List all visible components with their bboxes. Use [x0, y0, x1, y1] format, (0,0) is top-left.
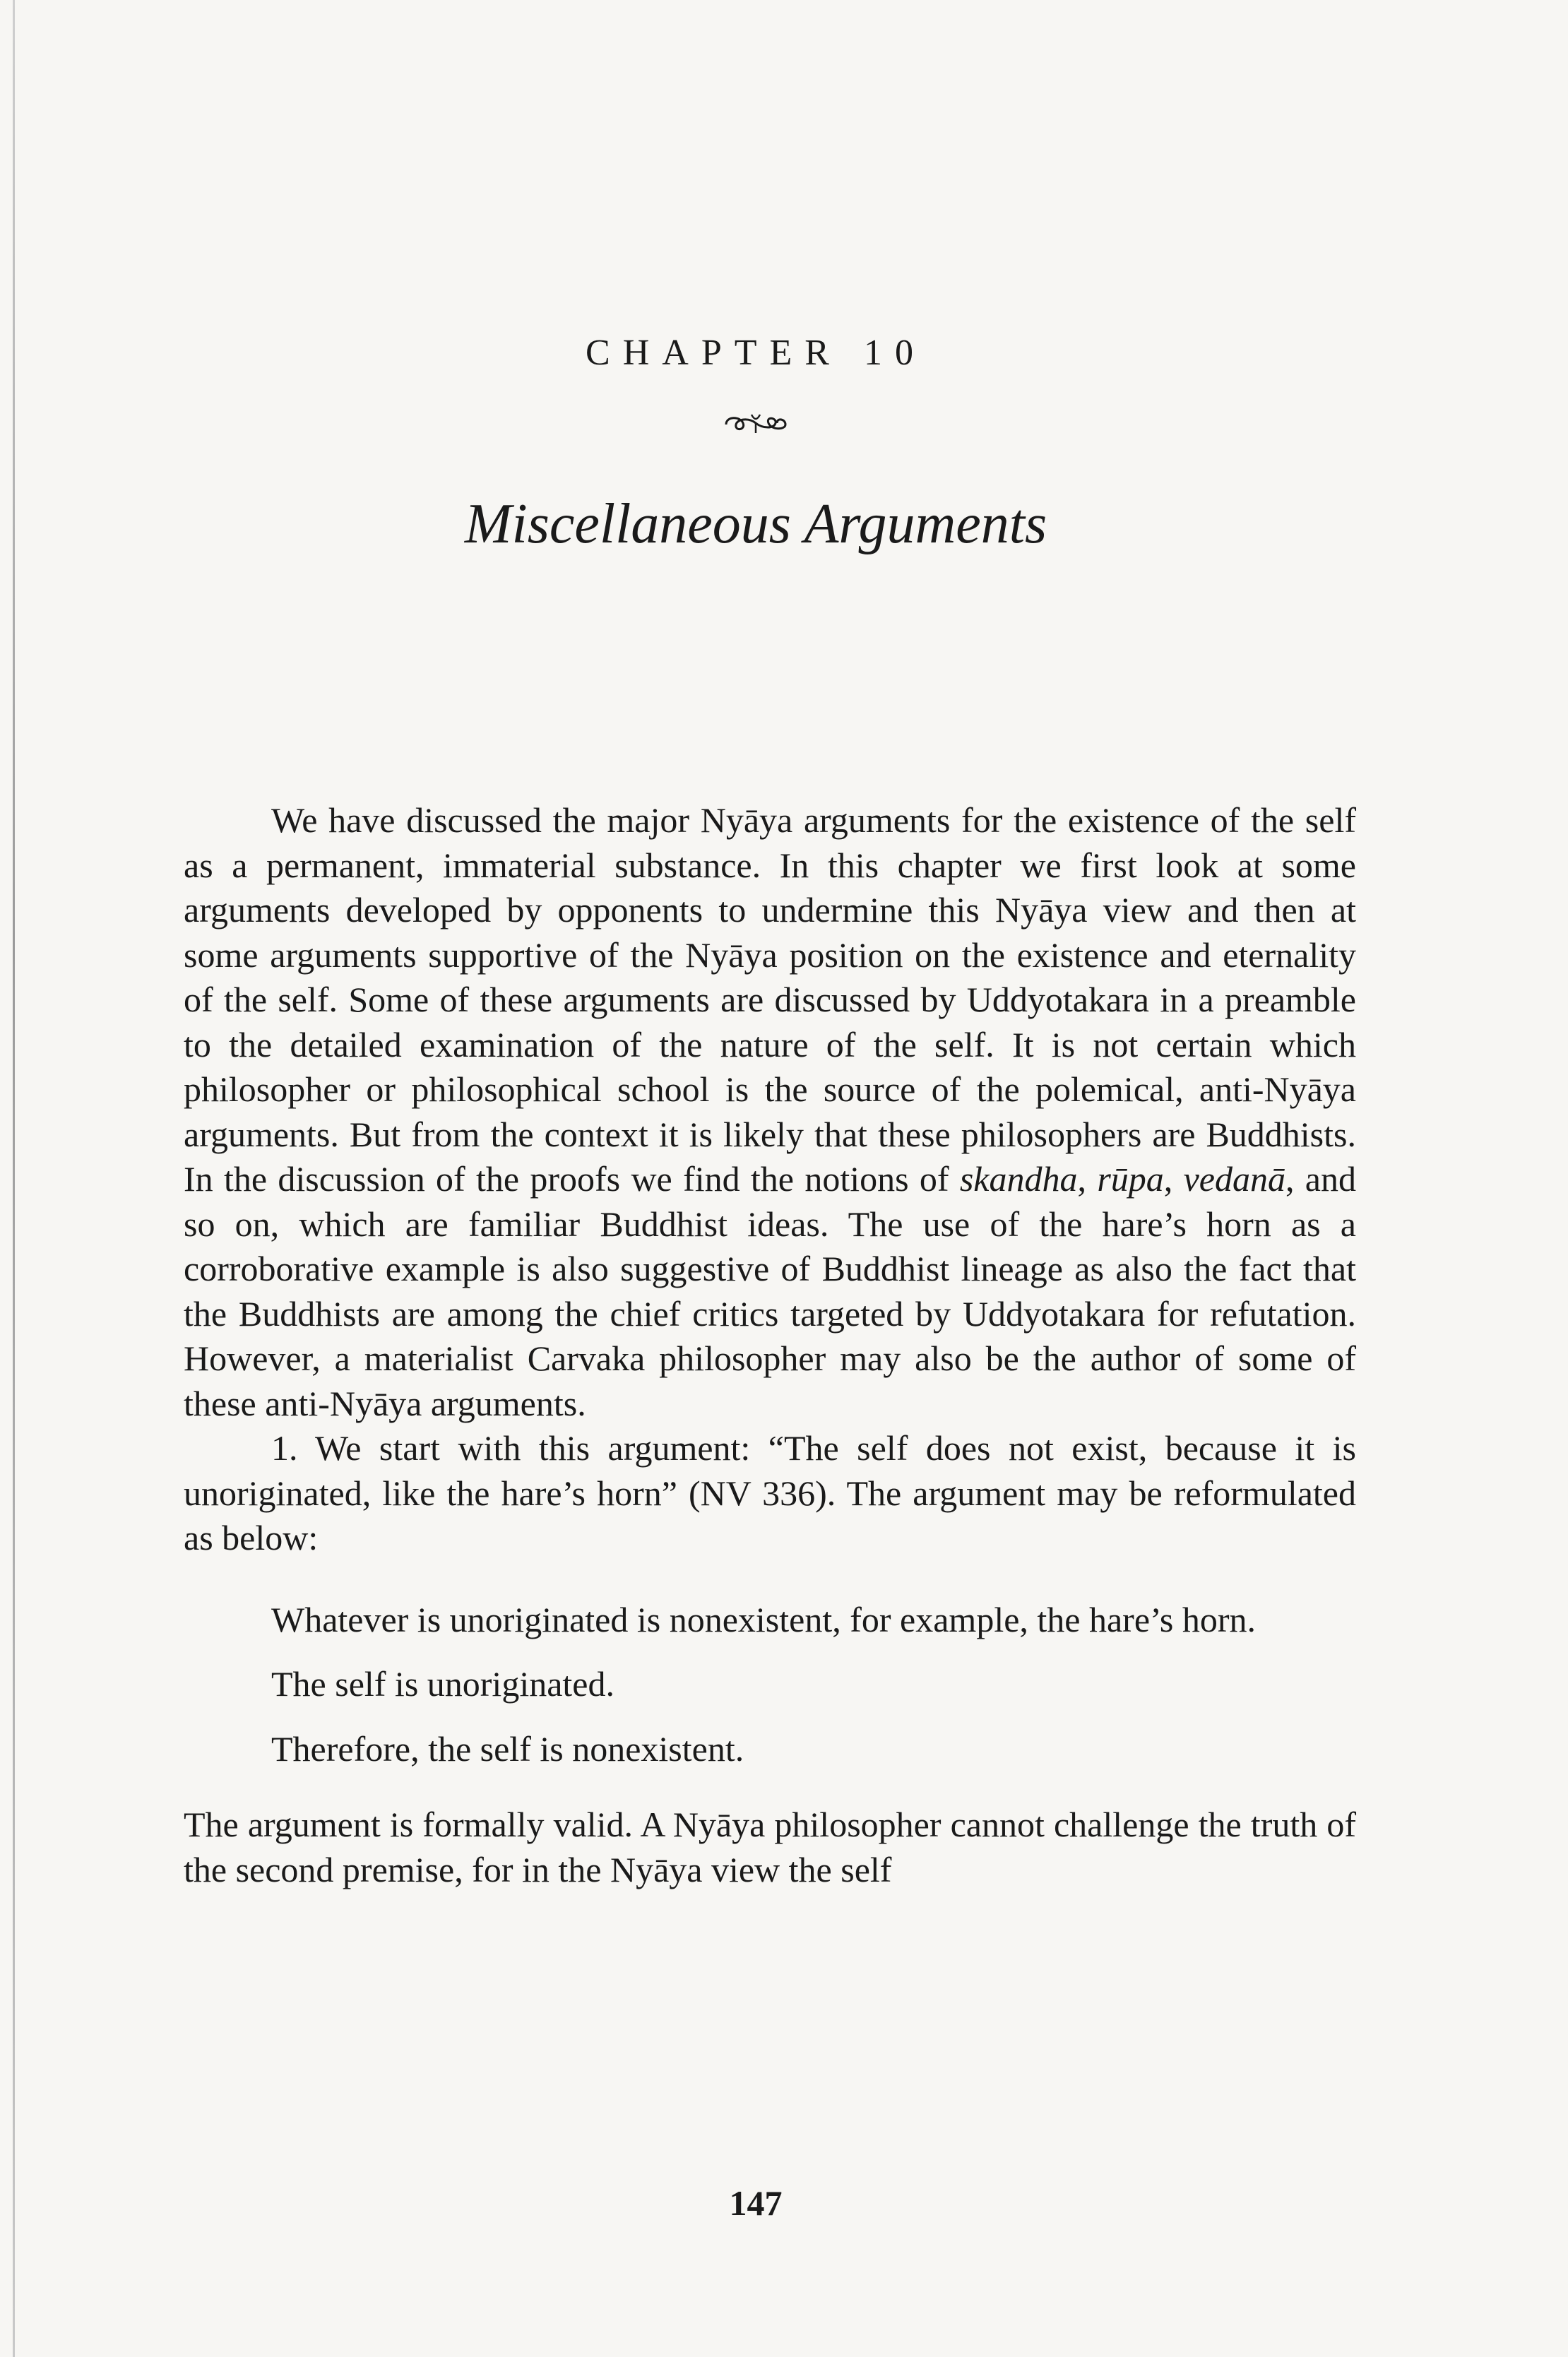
chapter-title: Miscellaneous Arguments [464, 493, 1047, 555]
term-vedana: vedanā [1183, 1159, 1285, 1199]
conclusion: Therefore, the self is nonexistent. [271, 1728, 744, 1769]
chapter-label: CHAPTER 10 [586, 333, 926, 373]
syllogism-block [271, 1598, 1274, 1772]
paragraph-intro-part1: We have discussed the major Nyāya arguments for the existence of the self as a permanent, immaterial substance. In this chapter we first look at some arguments developed by opponents to undermine this Nyāya view and then at some arguments supportive of the Nyāya position on the existence and eternality of the self. Some of these arguments are discussed by Uddyotakara in a preamble to the detailed examination of the nature of the self. It is not certain which philosopher or philosophical school is the source of the polemical, anti-Nyāya arguments. But from the context it is likely that these philosophers are Buddhists. In the discussion of the proofs we find the notions of [184, 800, 1356, 1199]
major-premise: Whatever is unoriginated is nonexistent, for example, the hare’s horn. [271, 1599, 1257, 1639]
paragraph-argument: 1. We start with this argument: “The self does not exist, because it is unoriginated, like the hare’s horn” (NV 336). The argument may be reformulated as below: [184, 1428, 1356, 1557]
ornament-icon [720, 410, 791, 437]
term-skandha: skandha [959, 1159, 1078, 1199]
paragraph-intro-part2: , and so on, which are familiar Buddhist ideas. The use of the hare’s horn as a corroborative example is also suggestive of Buddhist lineage as also the fact that the Buddhists are among the chief critics targeted by Uddyotakara for refutation. However, a materialist Carvaka philosopher may also be the author of some of these anti-Nyāya arguments. [184, 1159, 1356, 1423]
minor-premise: The self is unoriginated. [271, 1664, 614, 1704]
chapter-header [0, 332, 1511, 557]
page-number: 147 [729, 2183, 783, 2223]
term-rupa: rūpa [1097, 1159, 1164, 1199]
body-text [184, 798, 1356, 1892]
separator: , [1163, 1159, 1184, 1199]
paragraph-continuation: The argument is formally valid. A Nyāya philosopher cannot challenge the truth of the second premise, for in the Nyāya view the self [184, 1805, 1356, 1889]
paragraph-intro [184, 798, 1356, 1426]
separator: , [1077, 1159, 1098, 1199]
